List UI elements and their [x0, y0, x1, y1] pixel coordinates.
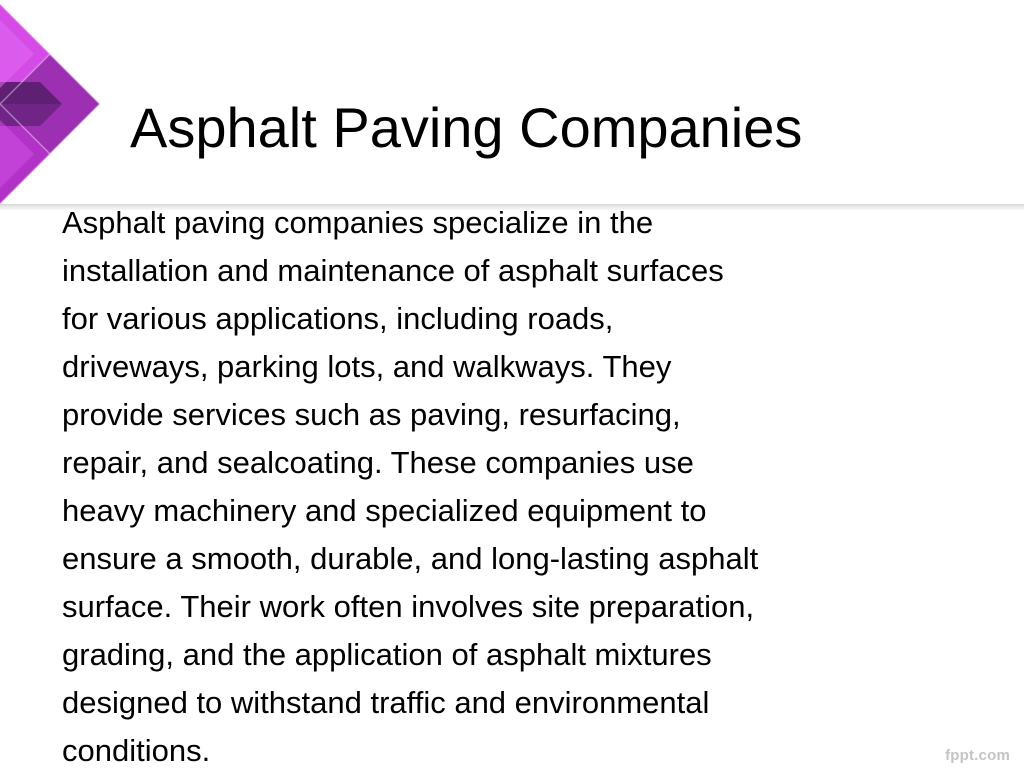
body-line: designed to withstand traffic and environmental: [62, 685, 710, 720]
body-line: provide services such as paving, resurfacing,: [62, 397, 681, 432]
body-line: Asphalt paving companies specialize in the: [62, 205, 654, 240]
watermark-text: fppt.com: [945, 747, 1010, 764]
purple-diamond-tiles-icon: [0, 0, 110, 215]
body-line: installation and maintenance of asphalt surfaces: [62, 253, 724, 288]
body-line: grading, and the application of asphalt mixtures: [62, 637, 712, 672]
body-line: surface. Their work often involves site preparation,: [62, 589, 755, 624]
body-line: heavy machinery and specialized equipment to: [62, 493, 707, 528]
body-line: conditions.: [62, 733, 211, 768]
slide-body-text: [62, 199, 1002, 768]
body-line: repair, and sealcoating. These companies use: [62, 445, 694, 480]
body-line: driveways, parking lots, and walkways. They: [62, 349, 672, 384]
body-line: for various applications, including roads,: [62, 301, 614, 336]
body-line: ensure a smooth, durable, and long-lasting asphalt: [62, 541, 759, 576]
slide-title: Asphalt Paving Companies: [130, 96, 803, 159]
